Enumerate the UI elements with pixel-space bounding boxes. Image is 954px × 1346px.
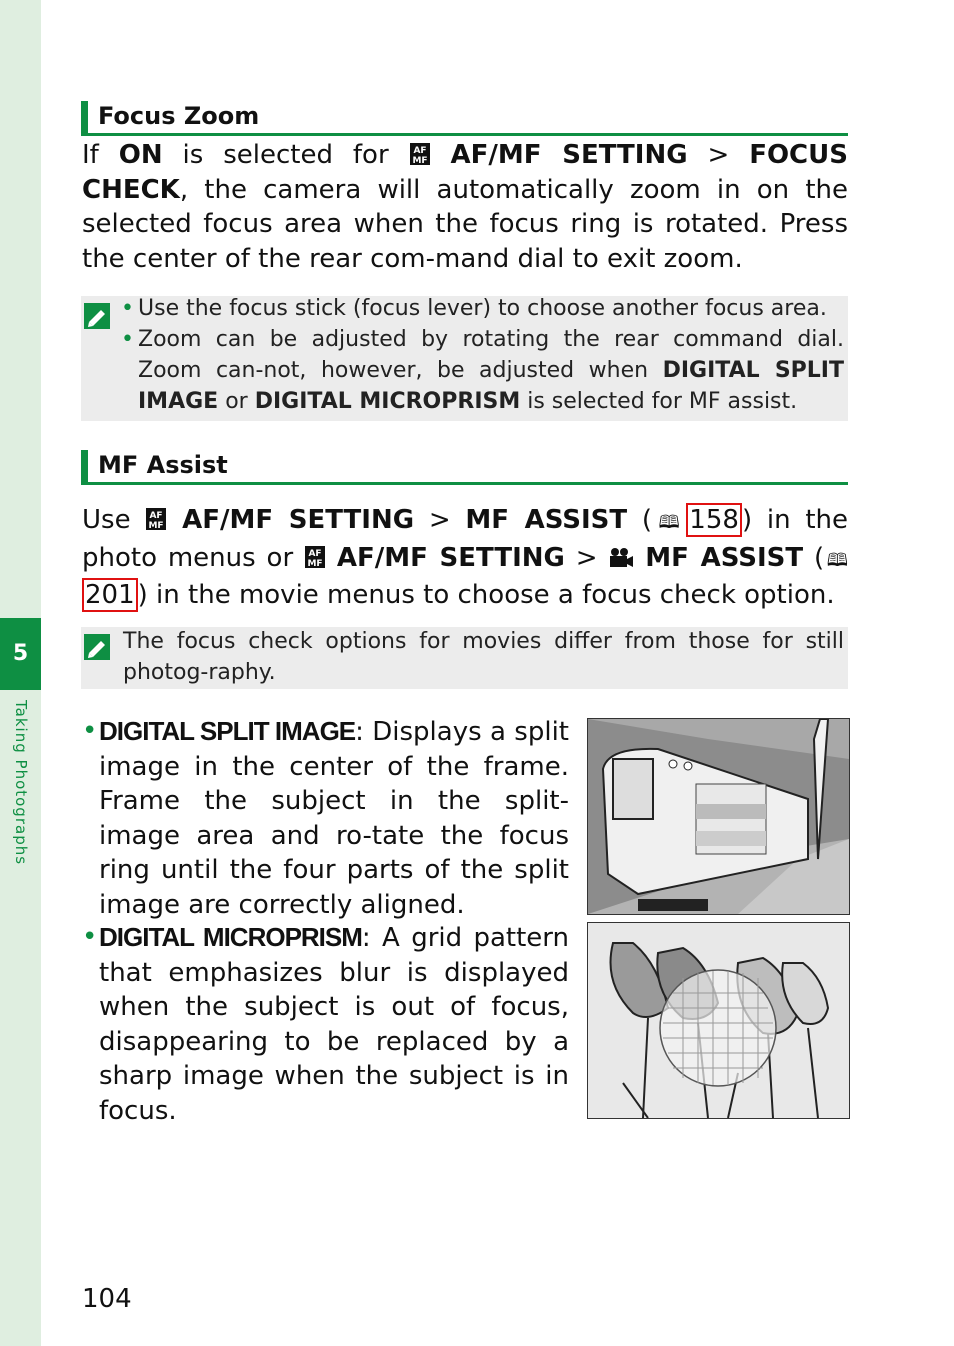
- note-pencil-icon: [83, 633, 111, 661]
- note-item-text: Zoom can be adjusted by rotating the rear command dial. Zoom can-not, however, be adjusted when: [138, 327, 844, 383]
- text: ) in the movie menus to choose a focus check option.: [137, 580, 835, 610]
- book-icon: 🕮: [652, 512, 687, 533]
- menu-af-mf-setting: AF/MF SETTING: [336, 542, 565, 573]
- bullet-dot: •: [82, 716, 98, 746]
- book-icon: 🕮: [824, 549, 848, 571]
- note-text: The focus check options for movies differ from those for still photog-raphy.: [123, 629, 844, 685]
- text: If: [82, 140, 119, 170]
- chapter-name: Taking Photographs: [12, 700, 30, 866]
- text: is selected for: [162, 140, 409, 170]
- note-item: • Use the focus stick (focus lever) to choose another focus area.: [121, 296, 827, 321]
- note-item-text: is selected for MF assist.: [520, 389, 798, 414]
- chapter-number-tab: 5: [0, 618, 41, 690]
- bullet-term: DIGITAL SPLIT IMAGE: [99, 716, 356, 746]
- bullet-desc: : Displays a split image in the center of the frame. Frame the subject in the split-image area and ro-tate the focus ring until the four parts of the split image are correctly aligned.: [99, 717, 570, 920]
- page-ref-link[interactable]: 158: [686, 503, 742, 537]
- bullet-term: DIGITAL MICROPRISM: [99, 922, 362, 952]
- section-title: MF Assist: [98, 451, 228, 479]
- section-heading-focus-zoom: [81, 99, 848, 136]
- focus-zoom-paragraph: [82, 138, 848, 276]
- menu-focus-check: FOCUS CHECK: [82, 140, 848, 205]
- menu-af-mf-setting: AF/MF SETTING: [450, 140, 688, 170]
- text: >: [687, 140, 750, 170]
- af-mf-icon: [409, 142, 431, 166]
- text: Use: [82, 505, 146, 535]
- bullet-digital-split-image: [82, 714, 569, 922]
- heading-accent-bar: [81, 450, 88, 482]
- text: (: [803, 542, 825, 573]
- bullet-desc: : A grid pattern that emphasizes blur is displayed when the subject is out of focus, disappearing to be replaced by a sharp image when the subject is in focus.: [99, 923, 570, 1126]
- svg-text:MF: MF: [148, 521, 164, 531]
- svg-text:AF: AF: [149, 511, 163, 521]
- heading-accent-bar: [81, 101, 88, 133]
- option-digital-microprism: DIGITAL MICROPRISM: [254, 389, 521, 414]
- text: (: [627, 505, 653, 535]
- option-digital-split-image: DIGITAL SPLIT IMAGE: [138, 358, 844, 414]
- note-item-text: Use the focus stick (focus lever) to choose another focus area.: [138, 296, 827, 321]
- split-image-illustration: [587, 718, 850, 915]
- mf-assist-paragraph: [82, 503, 848, 613]
- text: ) in the photo menus or: [82, 505, 848, 573]
- text: >: [414, 505, 466, 535]
- note-pencil-icon: [83, 302, 111, 330]
- menu-mf-assist: MF ASSIST: [645, 542, 804, 573]
- bullet-digital-microprism: [82, 920, 569, 1128]
- bullet-dot: •: [82, 922, 98, 952]
- text: , the camera will automatically zoom in on the selected focus area when the focus ring is rotated. Press the center of the rear com-mand dial to exit zoom.: [82, 174, 848, 274]
- menu-af-mf-setting: AF/MF SETTING: [182, 505, 415, 535]
- microprism-illustration: [587, 922, 850, 1119]
- note-item-text: or: [218, 389, 255, 414]
- movie-camera-icon: [608, 547, 634, 569]
- svg-text:AF: AF: [308, 548, 322, 559]
- section-title: Focus Zoom: [98, 102, 260, 130]
- on-option: ON: [118, 140, 163, 170]
- svg-text:MF: MF: [307, 558, 323, 569]
- menu-mf-assist: MF ASSIST: [465, 505, 628, 535]
- svg-text:MF: MF: [412, 156, 428, 166]
- text: >: [564, 542, 609, 573]
- page-number: 104: [82, 1284, 132, 1314]
- af-mf-icon: [304, 545, 326, 569]
- af-mf-icon: [145, 507, 167, 531]
- page-ref-link[interactable]: 201: [82, 578, 138, 612]
- note-item: • Zoom can be adjusted by rotating the rear command dial. Zoom can-not, however, be adjusted when DIGITAL SPLIT IMAGE or DIGITAL MICROPRISM is selected for MF assist.: [121, 327, 844, 414]
- section-heading-mf-assist: [81, 448, 848, 485]
- note-box-mf-assist: [81, 627, 848, 689]
- note-box-focus-zoom: [81, 296, 848, 421]
- svg-text:AF: AF: [413, 146, 427, 156]
